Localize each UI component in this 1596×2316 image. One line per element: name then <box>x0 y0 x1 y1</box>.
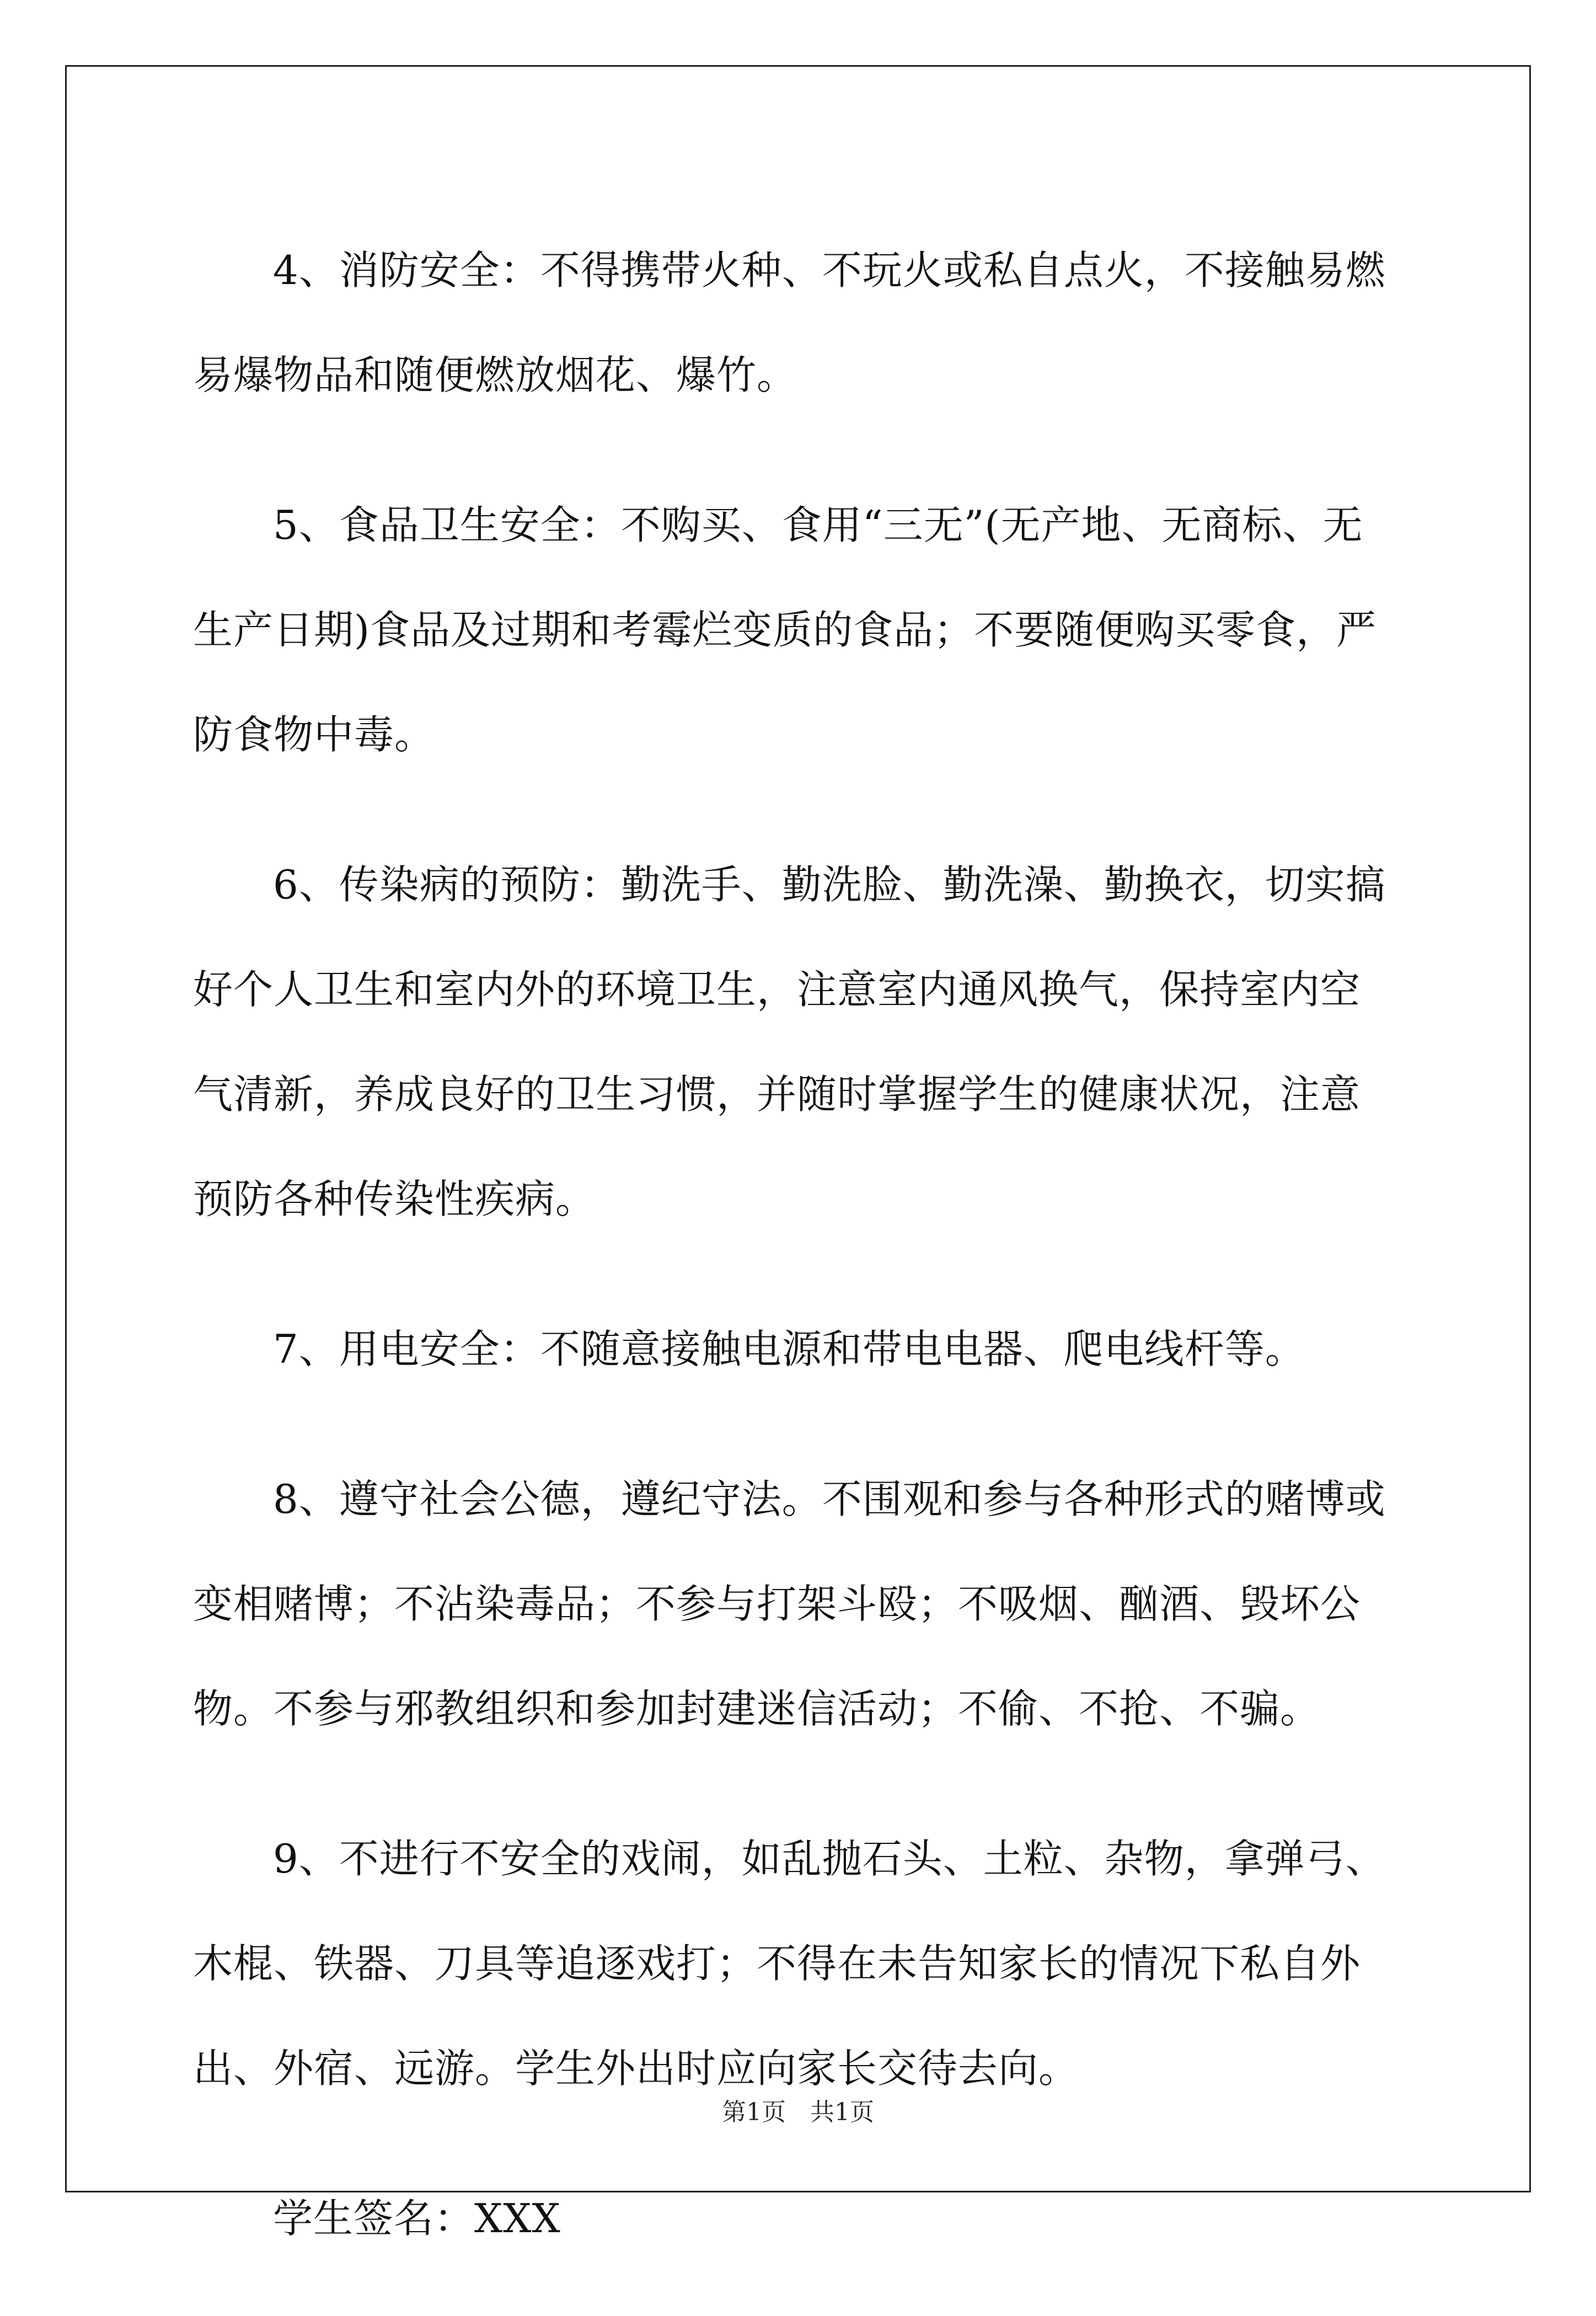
page-number: 第1页 共1页 <box>722 2098 874 2126</box>
paragraph-social-conduct: 8、遵守社会公德，遵纪守法。不围观和参与各种形式的赌博或变相赌博；不沾染毒品；不参与打架斗殴；不吸烟、酗酒、毁坏公物。不参与邪教组织和参加封建迷信活动；不偷、不抢、不骗。 <box>193 1476 1386 1732</box>
student-signature: 学生签名：XXX <box>273 2195 561 2242</box>
paragraph-food-safety: 5、食品卫生安全：不购买、食用“三无”(无产地、无商标、无生产日期)食品及过期和考霉烂变质的食品；不要随便购买零食，严防食物中毒。 <box>193 502 1377 758</box>
paragraph-electrical-safety: 7、用电安全：不随意接触电源和带电电器、爬电线杆等。 <box>273 1326 1305 1372</box>
paragraph-disease-prevention: 6、传染病的预防：勤洗手、勤洗脸、勤洗澡、勤换衣，切实搞好个人卫生和室内外的环境卫生，注意室内通风换气，保持室内空气清新，养成良好的卫生习惯，并随时掌握学生的健康状况，注意预防各种传染性疾病。 <box>193 862 1386 1222</box>
paragraph-fire-safety: 4、消防安全：不得携带火种、不玩火或私自点火，不接触易燃易爆物品和随便燃放烟花、爆竹。 <box>193 247 1386 398</box>
document-body <box>193 218 1393 2316</box>
paragraph-play-safety: 9、不进行不安全的戏闹，如乱抛石头、土粒、杂物，拿弹弓、木棍、铁器、刀具等追逐戏打；不得在未告知家长的情况下私自外出、外宿、远游。学生外出时应向家长交待去向。 <box>193 1836 1386 2092</box>
